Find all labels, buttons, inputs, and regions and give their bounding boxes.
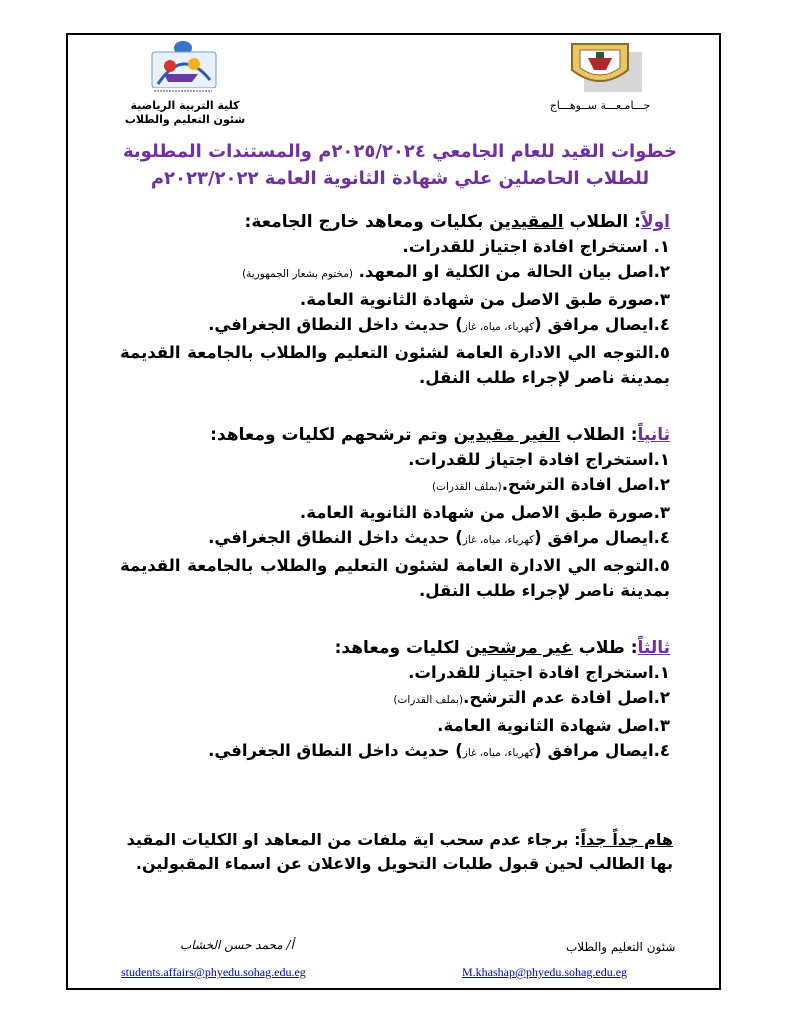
university-name: جـــامـعـــة ســوهـــاج (549, 99, 651, 112)
list-item: ٣.صورة طبق الاصل من شهادة الثانوية العامة. (299, 290, 670, 309)
faculty-emblem-icon (138, 40, 228, 96)
list-item: ٢.اصل افادة الترشح.(بملف القدرات) (432, 475, 670, 494)
list-item: ٥.التوجه الي الادارة العامة لشئون التعليم والطلاب بالجامعة القديمة بمدينة ناصر لإجراء طلب النقل. (120, 343, 670, 387)
email-students-affairs-link[interactable]: students.affairs@phyedu.sohag.edu.eg (121, 965, 306, 979)
section-nominated-students (120, 423, 670, 603)
section-heading: ثانياً: الطلاب الغير مقيدين وتم ترشحهم لكليات ومعاهد: (210, 425, 670, 445)
list-item: ٢.اصل بيان الحالة من الكلية او المعهد. (مختوم بشعار الجمهورية) (242, 262, 670, 281)
list-item: ٤.ايصال مرافق (كهرباء، مياه، غاز) حديث داخل النطاق الجغرافي. (208, 741, 670, 760)
list-item: ٥.التوجه الي الادارة العامة لشئون التعليم والطلاب بالجامعة القديمة بمدينة ناصر لإجراء طلب النقل. (120, 556, 670, 600)
faculty-name: كلية التربية الرياضية (130, 99, 240, 112)
signature-department: شئون التعليم والطلاب (566, 940, 676, 954)
section-heading: اولاً: الطلاب المقيدين بكليات ومعاهد خارج الجامعة: (244, 212, 670, 232)
section-enrolled-students (120, 210, 670, 390)
list-item: ٣.صورة طبق الاصل من شهادة الثانوية العامة. (299, 503, 670, 522)
section-non-nominated-students (120, 636, 670, 766)
list-item: ١.استخراج افادة اجتياز للقدرات. (408, 663, 670, 682)
list-item: ٤.ايصال مرافق (كهرباء، مياه، غاز) حديث داخل النطاق الجغرافي. (208, 528, 670, 547)
section-heading: ثالثاً: طلاب غير مرشحين لكليات ومعاهد: (334, 638, 670, 658)
important-label: هام جداً جداً (580, 830, 673, 849)
document-title-line-2: للطلاب الحاصلين علي شهادة الثانوية العامة ٢٠٢٣/٢٠٢٢م (150, 168, 650, 189)
list-item: ١. استخراج افادة اجتياز للقدرات. (402, 237, 670, 256)
signature-name: أ/ محمد حسن الخشاب (180, 938, 294, 952)
email-khashap-link[interactable]: M.khashap@phyedu.sohag.edu.eg (462, 965, 628, 979)
list-item: ٢.اصل افادة عدم الترشح.(بملف القدرات) (393, 688, 670, 707)
important-text: : برجاء عدم سحب اية ملفات من المعاهد او الكليات المقيد بها الطالب لحين قبول طلبات التحويل والاعلان عن اسماء المقبولين. (126, 830, 673, 873)
important-notice (118, 828, 673, 876)
list-item: ٤.ايصال مرافق (كهرباء، مياه، غاز) حديث داخل النطاق الجغرافي. (208, 315, 670, 334)
faculty-dept: شئون التعليم والطلاب (124, 113, 246, 126)
document-title-line-1: خطوات القيد للعام الجامعي ٢٠٢٥/٢٠٢٤م والمستندات المطلوبة (122, 141, 678, 162)
list-item: ١.استخراج افادة اجتياز للقدرات. (408, 450, 670, 469)
list-item: ٣.اصل شهادة الثانوية العامة. (437, 716, 670, 735)
university-emblem-icon (566, 40, 644, 94)
